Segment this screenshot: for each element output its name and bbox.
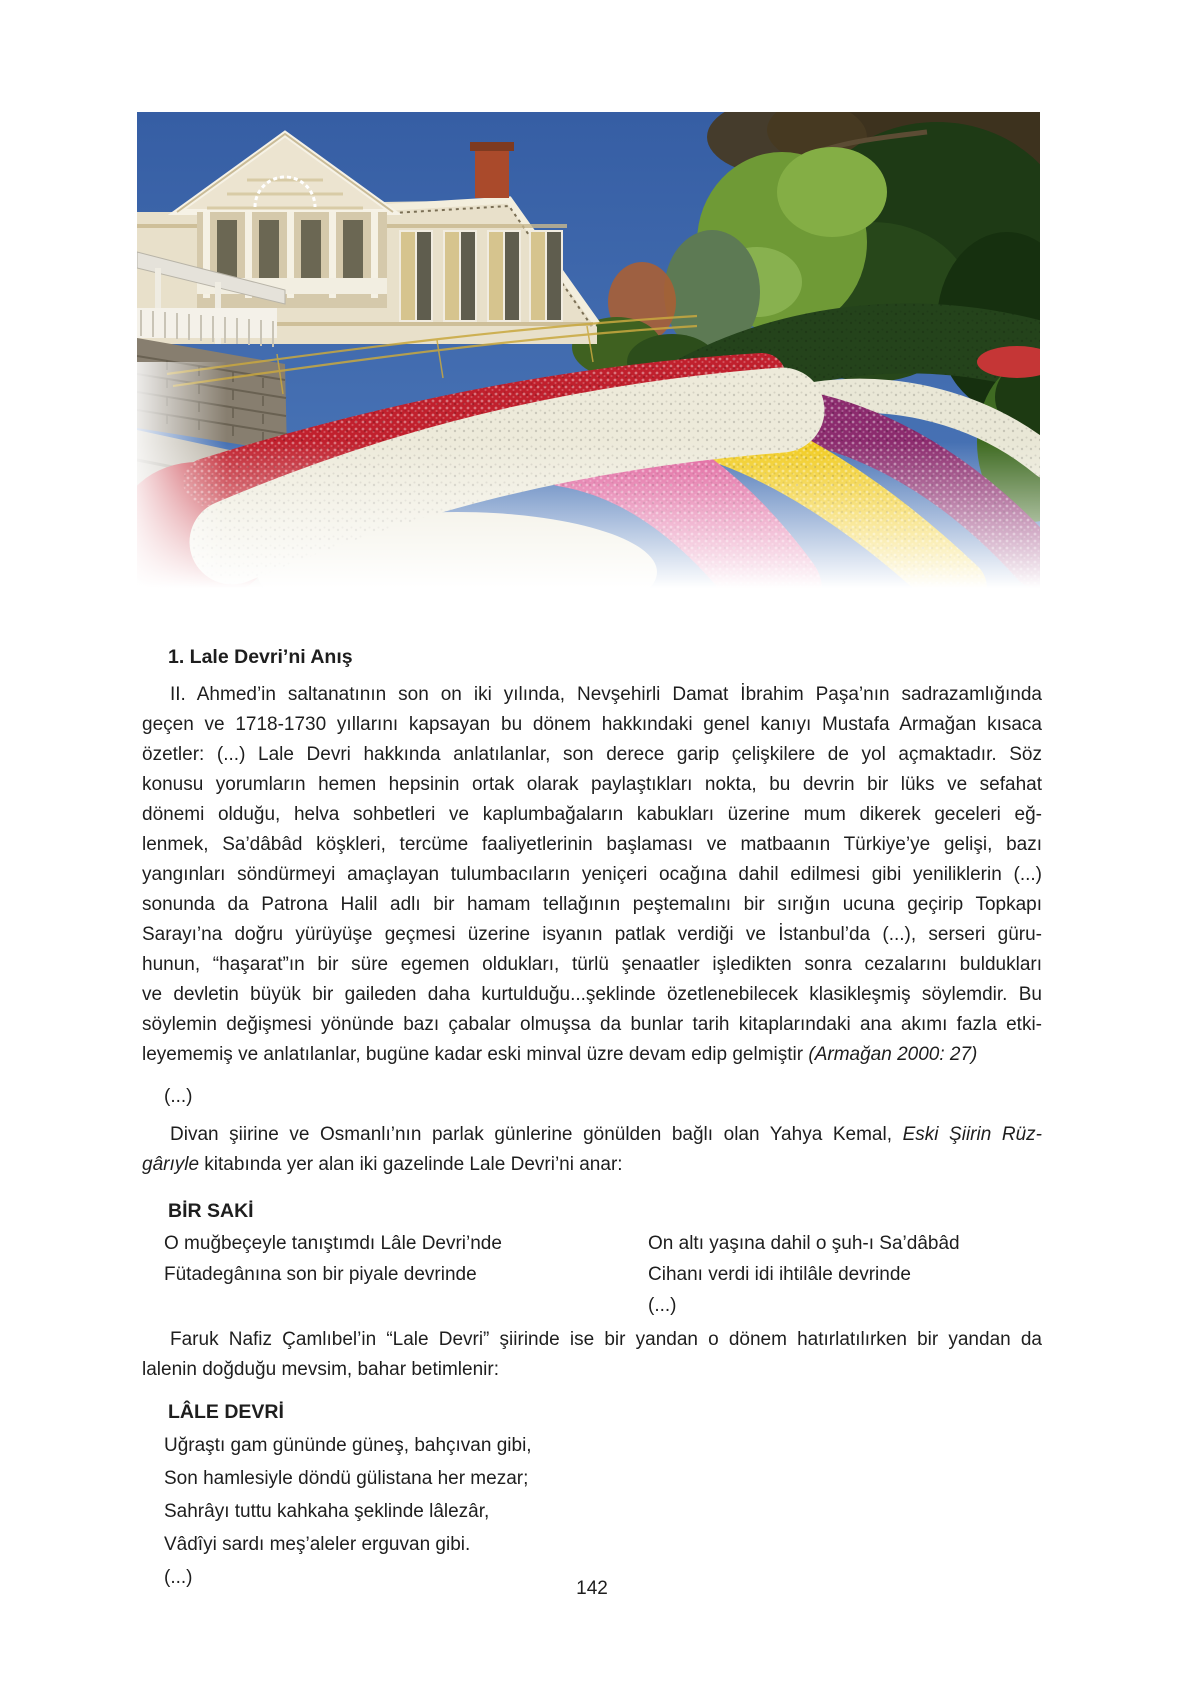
text-line: Cihanı verdi idi ihtilâle devrinde	[648, 1264, 911, 1285]
paragraph-yahya-kemal	[142, 1120, 1042, 1180]
tulip-garden-illustration	[137, 112, 1040, 588]
page-number: 142	[576, 1578, 608, 1599]
text-line: dönemi olduğu, helva sohbetleri ve kaplumbağaların kabukları üzerine mum dikerek geceleri eğ-	[142, 804, 1042, 825]
couplet-left	[164, 1228, 648, 1321]
text-line: O muğbeçeyle tanıştımdı Lâle Devri’nde	[164, 1233, 502, 1254]
poem-lale-devri	[164, 1429, 1042, 1594]
text-line: lalenin doğduğu mevsim, bahar betimlenir:	[142, 1359, 499, 1380]
text-line: yangınları söndürmeyi amaçlayan tulumbacıların yeniçeri ocağına dahil edilmesi gibi yeniliklerin (...)	[142, 864, 1042, 885]
text-line: hunun, “haşarat”ın bir süre egemen oldukları, türlü şenaatler işledikten sonra cezalarını buldukları	[142, 954, 1042, 975]
text-line: geçen ve 1718-1730 yıllarını kapsayan bu dönem hakkındaki genel kanıyı Mustafa Armağan kısaca	[142, 714, 1042, 735]
text-line: gârıyle kitabında yer alan iki gazelinde Lale Devri’ni anar:	[142, 1154, 623, 1175]
text-line: Divan şiirine ve Osmanlı’nın parlak günlerine gönülden bağlı olan Yahya Kemal, Eski Şiirin Rüz-	[170, 1124, 1042, 1145]
text-line: II. Ahmed’in saltanatının son on iki yılında, Nevşehirli Damat İbrahim Paşa’nın sadrazamlığında	[170, 684, 1042, 705]
text-line: leyememiş ve anlatılanlar, bugüne kadar eski minval üzre devam edip gelmiştir (Armağan 2000: 27)	[142, 1044, 978, 1065]
bottom-fade	[137, 442, 1040, 588]
paragraph-lale-devri-ozet	[142, 680, 1042, 1070]
chimney	[475, 148, 509, 198]
text-line: Fütadegânına son bir piyale devrinde	[164, 1264, 477, 1285]
left-fade	[137, 362, 227, 588]
text-line: Son hamlesiyle döndü gülistana her mezar;	[164, 1468, 529, 1489]
text-line: konusu yorumların hemen hepsinin ortak olarak paylaştıkları nokta, bu devrin bir lüks ve sefahat	[142, 774, 1042, 795]
paragraph-faruk-nafiz	[142, 1325, 1042, 1385]
text-line: Sahrâyı tuttu kahkaha şeklinde lâlezâr,	[164, 1501, 490, 1522]
poem-heading-lale-devri: LÂLE DEVRİ	[168, 1401, 284, 1423]
text-line: Vâdîyi sardı meş’aleler erguvan gibi.	[164, 1534, 471, 1555]
poem-heading-bir-saki: BİR SAKİ	[168, 1200, 254, 1222]
couplet-right	[648, 1228, 1042, 1321]
text-line: söylemin değişmesi yönünde bazı çabalar olmuşsa da bunlar tarih kitaplarındaki ana akımı fazla etki-	[142, 1014, 1042, 1035]
gazel-couplets	[142, 1228, 1042, 1321]
text-line: Uğraştı gam gününde güneş, bahçıvan gibi,	[164, 1435, 532, 1456]
text-line: Faruk Nafiz Çamlıbel’in “Lale Devri” şiirinde ise bir yandan o dönem hatırlatılırken bir yandan da	[170, 1329, 1042, 1350]
tulip-garden-photo	[137, 112, 1040, 588]
text-line: lenmek, Sa’dâbâd köşkleri, tercüme faaliyetlerinin başlaması ve matbaanın Türkiye’ye gelişi, bazı	[142, 834, 1042, 855]
article	[142, 642, 1042, 1594]
text-line: ve devletin büyük bir gaileden daha kurtulduğu...şeklinde özetlenebilecek klasikleşmiş söylemdir. Bu	[142, 984, 1042, 1005]
section-heading: 1. Lale Devri’ni Anış	[168, 646, 353, 668]
text-line: (...)	[164, 1567, 193, 1588]
ellipsis-marker: (...)	[164, 1086, 193, 1107]
text-line: özetler: (...) Lale Devri hakkında anlatılanlar, son derece garip çelişkilere de yol açmaktadır. Söz	[142, 744, 1042, 765]
text-line: sonunda da Patrona Halil adlı bir hamam tellağının peştemalını bir sırığın ucuna geçirip Topkapı	[142, 894, 1042, 915]
text-line: (...)	[648, 1295, 677, 1316]
text-line: On altı yaşına dahil o şuh-ı Sa’dâbâd	[648, 1233, 960, 1254]
text-line: Sarayı’na doğru yürüyüşe geçmesi üzerine isyanın patlak verdiği ve İstanbul’da (...), serseri güru-	[142, 924, 1042, 945]
